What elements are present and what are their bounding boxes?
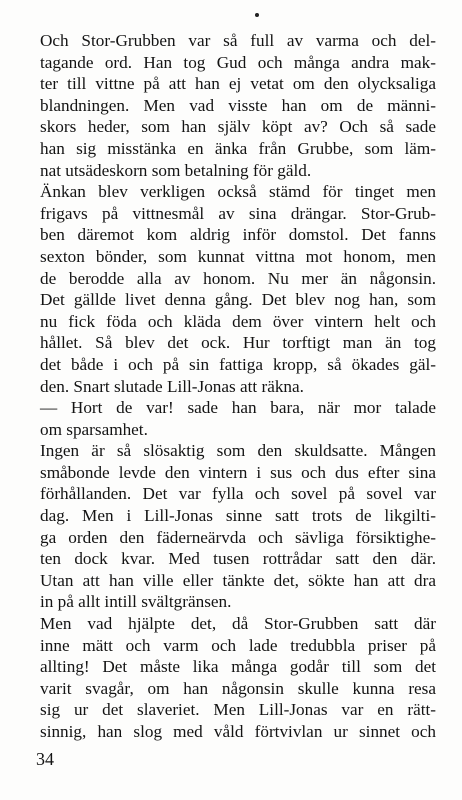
text-line: sinnig, han slog med våld förtvivlan ur sinnet och	[40, 722, 436, 741]
text-line: Det gällde livet denna gång. Det blev nog han, som	[40, 290, 436, 310]
text-line: hållet. Så blev det ock. Hur torftigt man än tog	[40, 333, 436, 353]
text-line: frigavs på vittnesmål av sina drängar. Stor-Grub-	[40, 203, 436, 223]
text-line: ga orden den fäderneärvda och sävliga försiktighe-	[40, 527, 436, 547]
text-line: Men vad hjälpte det, då Stor-Grubben satt där	[40, 614, 436, 634]
text-line: Ingen är så slösaktig som den skuldsatte. Mången	[40, 441, 436, 461]
text-line: tagande ord. Han tog Gud och många andra mak-	[40, 52, 436, 72]
text-line: Och Stor-Grubben var så full av varma och del-	[40, 31, 436, 50]
text-line: allting! Det måste lika många godår till som det	[40, 657, 436, 677]
page-number: 34	[36, 749, 54, 769]
text-line: ten dock kvar. Med tusen rottrådar satt den där.	[40, 549, 436, 569]
text-line: ter till vittne på att han ej vetat om den olycksaliga	[40, 74, 436, 94]
text-line: nu fick föda och kläda dem över vintern helt och	[40, 311, 436, 331]
text-line: nat utsädeskorn som betalning för gäld.	[40, 160, 312, 180]
body-text	[40, 30, 436, 743]
text-line: blandningen. Men vad visste han om de männi-	[40, 95, 436, 115]
text-line: inne mätt och varm och lade tredubbla priser på	[40, 635, 436, 655]
text-line: det både i och på sin fattiga kropp, så ökades gäl-	[40, 354, 436, 374]
top-dot-mark	[255, 13, 259, 17]
text-line: om sparsamhet.	[40, 419, 148, 439]
text-line: dag. Men i Lill-Jonas sinne satt trots de likgilti-	[40, 506, 436, 526]
text-line: den. Snart slutade Lill-Jonas att räkna.	[40, 376, 304, 396]
text-line: småbonde levde den vintern i sus och dus efter sina	[40, 462, 436, 482]
text-line: sig ur det slaveriet. Men Lill-Jonas var en rätt-	[40, 700, 436, 720]
text-line: in på allt intill svältgränsen.	[40, 592, 232, 612]
text-line: varit svagår, om han någonsin skulle kunna resa	[40, 678, 436, 698]
text-line: Änkan blev verkligen också stämd för tinget men	[40, 182, 436, 202]
text-line: han sig misstänka en änka från Grubbe, som läm-	[40, 138, 436, 158]
text-line: skors heder, som han själv köpt av? Och så sade	[40, 117, 436, 137]
text-line: de berodde alla av honom. Nu mer än någonsin.	[40, 268, 436, 288]
text-line: sexton bönder, som kunnat vittna mot honom, men	[40, 246, 436, 266]
text-line: Utan att han ville eller tänkte det, sökte han att dra	[40, 570, 436, 590]
text-line: — Hort de var! sade han bara, när mor talade	[40, 398, 436, 418]
text-line: förhållanden. Det var fylla och sovel på sovel var	[40, 484, 436, 504]
text-line: ben däremot kom aldrig inför domstol. Det fanns	[40, 225, 436, 245]
